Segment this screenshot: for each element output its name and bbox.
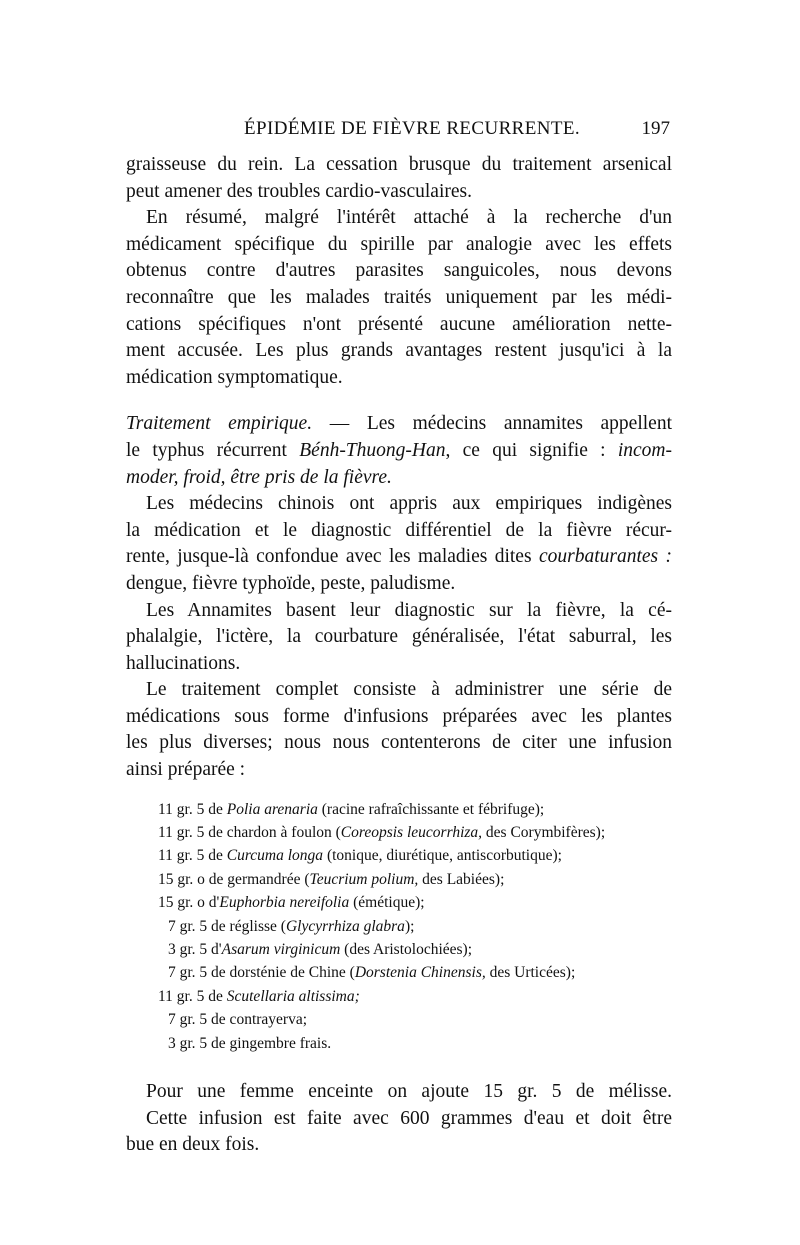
page-number: 197 [641,118,670,139]
running-title: ÉPIDÉMIE DE FIÈVRE RECURRENTE. [244,118,581,139]
recipe-item [126,1032,672,1055]
text-line: hallucinations. [126,652,241,674]
text-line: reconnaître que les malades traités uniquement par les médi- [126,286,672,308]
text-line [126,438,672,465]
recipe-note: (émétique); [349,894,425,912]
recipe-dose: 7 gr. 5 de dorsténie de Chine ( [168,964,355,982]
running-header [126,118,670,148]
recipe-item [126,891,672,914]
recipe-note: des Labiées); [418,870,505,888]
italic-term: moder, froid, être pris de la fièvre. [126,466,392,488]
recipe-species: Euphorbia nereifolia [219,894,350,912]
text-line: Cette infusion est faite avec 600 grammes d'eau et doit être [146,1107,672,1129]
paragraph-gap [126,391,672,411]
recipe-dose: 7 gr. 5 de réglisse ( [168,917,286,935]
recipe-species: Dorstenia Chinensis, [354,964,486,982]
recipe-item [126,844,672,867]
text-line: ment accusée. Les plus grands avantages restent jusqu'ici à la [126,340,672,362]
text-line [126,465,672,492]
text-line: les plus diverses; nous nous contenterons de citer une infusion [126,732,672,754]
text-line: cations spécifiques n'ont présenté aucune amélioration nette- [126,313,672,335]
recipe-species: Scutellaria altissima; [226,987,360,1005]
section-line [126,411,672,438]
recipe-item [126,985,672,1008]
text-line: médication symptomatique. [126,366,343,388]
text-line: En résumé, malgré l'intérêt attaché à la recherche d'un [146,207,672,229]
text-span: rente, jusque-là confondue avec les maladies dites [126,546,539,568]
recipe-species: Glycyrrhiza glabra [285,917,405,935]
section-heading: Traitement empirique. [126,413,313,435]
recipe-list [126,798,672,1055]
text-span: — Les médecins annamites appellent [312,413,672,435]
recipe-species: Curcuma longa [226,847,324,865]
recipe-dose: 3 gr. 5 d' [168,941,222,958]
recipe-dose: 3 gr. 5 de gingembre frais. [168,1034,332,1052]
text-line: Le traitement complet consiste à administrer une série de [146,679,672,701]
text-line: la médication et le diagnostic différentiel de la fièvre récur- [126,519,672,541]
recipe-note: (racine rafraîchissante et fébrifuge); [317,800,545,818]
recipe-dose: 11 gr. 5 de [158,847,227,865]
italic-term: courbaturantes : [538,546,673,568]
recipe-dose: 11 gr. 5 de [158,987,227,1005]
recipe-item [126,868,672,891]
text-line: phalalgie, l'ictère, la courbature généralisée, l'état saburral, les [126,626,672,648]
recipe-note: (des Aristolochiées); [340,941,473,958]
recipe-dose: 15 gr. o d' [158,894,220,912]
recipe-dose: 15 gr. o de germandrée ( [158,870,310,888]
text-line: médications sous forme d'infusions préparées avec les plantes [126,705,672,727]
italic-term: incom- [617,439,672,461]
text-line: médicament spécifique du spirille par analogie avec les effets [126,233,672,255]
recipe-item [126,961,672,984]
recipe-note: (tonique, diurétique, antiscorbutique); [323,847,562,865]
recipe-dose: 7 gr. 5 de contrayerva; [168,1011,308,1029]
text-line: Les médecins chinois ont appris aux empiriques indigènes [146,493,672,515]
text-line: Pour une femme enceinte on ajoute 15 gr. 5 de mélisse. [146,1080,672,1102]
text-line: Les Annamites basent leur diagnostic sur la fièvre, la cé- [146,599,672,621]
recipe-species: Polia arenaria [226,800,318,818]
text-line: dengue, fièvre typhoïde, peste, paludisme. [126,572,456,594]
recipe-dose: 11 gr. 5 de [158,800,227,818]
recipe-species: Coreopsis leucorrhiza, [340,824,483,842]
text-line: peut amener des troubles cardio-vasculaires. [126,180,472,202]
recipe-species: Teucrium polium, [309,870,419,888]
recipe-item [126,938,672,961]
recipe-item [126,821,672,844]
recipe-dose: 11 gr. 5 de chardon à foulon ( [158,824,341,842]
text-line: bue en deux fois. [126,1134,260,1156]
recipe-note: des Urticées); [485,964,576,982]
text-span: le typhus récurrent [126,439,300,461]
text-line: obtenus contre d'autres parasites sanguicoles, nous devons [126,260,672,282]
recipe-species: Asarum virginicum [221,941,341,958]
italic-term: Bénh-Thuong-Han [299,439,446,461]
paragraph-gap [126,1055,672,1079]
text-line: ainsi préparée : [126,759,246,781]
recipe-item [126,915,672,938]
recipe-item [126,1008,672,1031]
text-line [126,544,672,571]
text-span: , ce qui signifie : [445,439,618,461]
recipe-note: des Corymbifères); [482,824,606,842]
text-line: graisseuse du rein. La cessation brusque du traitement arsenical [126,154,672,175]
recipe-note: ); [404,917,415,935]
page-body [126,152,672,1159]
recipe-item [126,798,672,821]
